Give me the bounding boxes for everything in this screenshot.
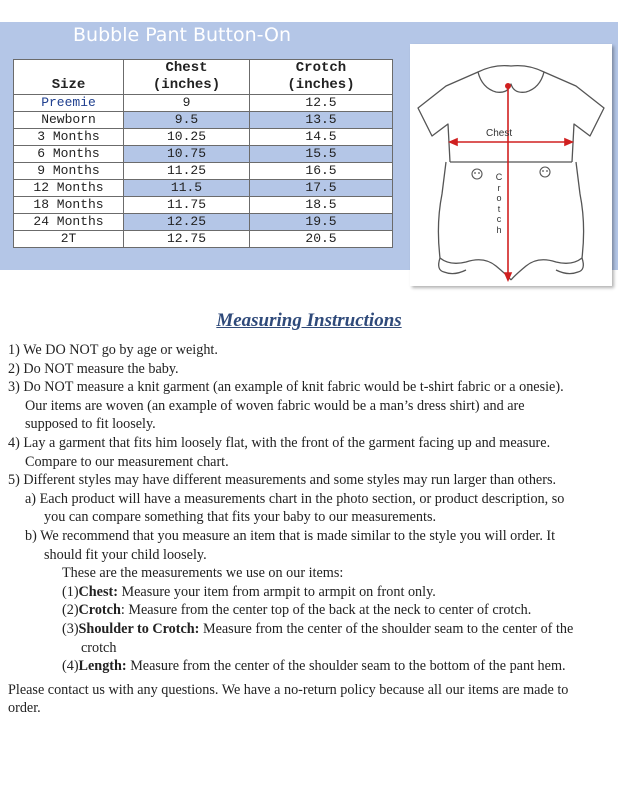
instruction-line: 4) Lay a garment that fits him loosely flat, with the front of the garment facing up and measure.: [8, 434, 551, 451]
table-row: [14, 231, 393, 248]
crotch-label-letter: o: [496, 193, 502, 203]
instruction-line: 2) Do NOT measure the baby.: [8, 360, 179, 377]
chest-cell: 9: [124, 95, 250, 112]
instruction-line: should fit your child loosely.: [44, 546, 207, 563]
crotch-label-letter: h: [496, 224, 502, 235]
crotch-cell: 20.5: [250, 231, 393, 248]
crotch-cell: 15.5: [250, 146, 393, 163]
measure-item: (4)Length: Measure from the center of the shoulder seam to the bottom of the pant hem.: [62, 658, 566, 675]
measure-item-continued: crotch: [81, 639, 117, 656]
chest-cell: 10.75: [124, 146, 250, 163]
size-cell: 24 Months: [14, 214, 124, 231]
table-row: [14, 197, 393, 214]
size-cell: 9 Months: [14, 163, 124, 180]
size-cell: 12 Months: [14, 180, 124, 197]
crotch-cell: 12.5: [250, 95, 393, 112]
table-row: [14, 95, 393, 112]
instruction-line: a) Each product will have a measurements chart in the photo section, or product description, so: [25, 490, 565, 507]
column-header-chest: Chest (inches): [124, 60, 250, 95]
product-title: Bubble Pant Button-On: [73, 24, 292, 46]
chest-cell: 11.25: [124, 163, 250, 180]
size-cell: 3 Months: [14, 129, 124, 146]
instructions-body: [8, 341, 612, 718]
chest-cell: 12.75: [124, 231, 250, 248]
instruction-line: Our items are woven (an example of woven fabric would be a man’s dress shirt) and are: [25, 397, 525, 414]
measure-item: (2)Crotch: Measure from the center top of the back at the neck to center of crotch.: [62, 602, 532, 619]
crotch-cell: 19.5: [250, 214, 393, 231]
column-header-size: Size: [14, 60, 124, 95]
crotch-cell: 18.5: [250, 197, 393, 214]
chest-cell: 11.75: [124, 197, 250, 214]
table-header-row: [14, 60, 393, 95]
crotch-cell: 14.5: [250, 129, 393, 146]
contact-line: order.: [8, 700, 41, 717]
instruction-line: These are the measurements we use on our items:: [62, 565, 344, 582]
instruction-line: b) We recommend that you measure an item that is made similar to the style you will order. It: [25, 527, 556, 544]
size-cell: Preemie: [14, 95, 124, 112]
contact-note: [8, 681, 612, 718]
size-cell: 6 Months: [14, 146, 124, 163]
instruction-line: supposed to fit loosely.: [25, 416, 156, 433]
garment-outline-icon: [410, 44, 612, 286]
chest-cell: 11.5: [124, 180, 250, 197]
chest-cell: 12.25: [124, 214, 250, 231]
size-cell: 18 Months: [14, 197, 124, 214]
chest-cell: 9.5: [124, 112, 250, 129]
size-cell: 2T: [14, 231, 124, 248]
size-cell: Newborn: [14, 112, 124, 129]
chest-label: Chest: [486, 128, 513, 139]
instruction-line: 3) Do NOT measure a knit garment (an example of knit fabric would be t-shirt fabric or a onesie).: [8, 379, 564, 396]
contact-line: Please contact us with any questions. We have a no-return policy because all our items are made to: [8, 681, 569, 698]
table-row: [14, 129, 393, 146]
crotch-label-letter: c: [496, 214, 502, 224]
size-chart-table: [13, 59, 393, 248]
instruction-line: 5) Different styles may have different measurements and some styles may run larger than others.: [8, 472, 557, 489]
size-chart-banner: [0, 22, 618, 270]
instruction-line: you can compare something that fits your baby to our measurements.: [44, 509, 437, 526]
crotch-cell: 17.5: [250, 180, 393, 197]
chest-cell: 10.25: [124, 129, 250, 146]
instruction-line: 1) We DO NOT go by age or weight.: [8, 342, 218, 358]
measure-item: (1)Chest: Measure your item from armpit to armpit on front only.: [62, 583, 436, 600]
crotch-label-letter: t: [497, 203, 501, 214]
measure-item: (3)Shoulder to Crotch: Measure from the center of the shoulder seam to the center of the: [62, 620, 574, 637]
garment-diagram: [410, 44, 612, 286]
table-row: [14, 163, 393, 180]
table-row: [14, 180, 393, 197]
crotch-label: [494, 172, 504, 235]
table-row: [14, 214, 393, 231]
instructions-heading: Measuring Instructions: [216, 310, 402, 331]
crotch-cell: 13.5: [250, 112, 393, 129]
crotch-cell: 16.5: [250, 163, 393, 180]
column-header-crotch: Crotch (inches): [250, 60, 393, 95]
table-row: [14, 112, 393, 129]
crotch-label-letter: C: [495, 172, 503, 182]
table-row: [14, 146, 393, 163]
crotch-label-letter: r: [497, 182, 501, 193]
instruction-line: Compare to our measurement chart.: [25, 453, 229, 470]
